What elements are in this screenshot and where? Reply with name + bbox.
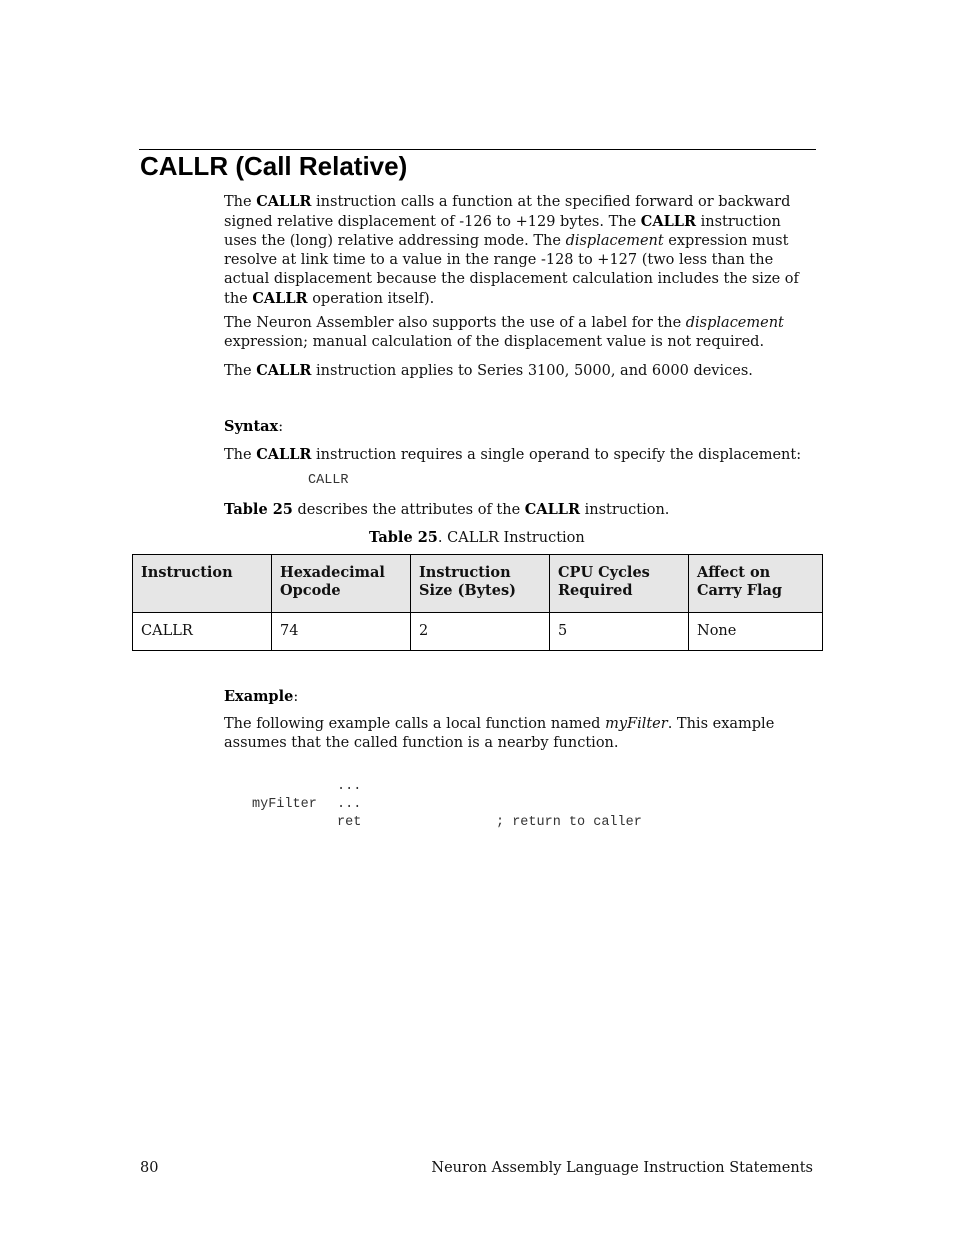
example-label: Example	[224, 688, 294, 705]
header-line: Opcode	[280, 582, 341, 599]
keyword-callr: CALLR	[256, 446, 312, 463]
code-line-2-op: ...	[337, 797, 362, 812]
keyword-callr: CALLR	[524, 501, 581, 518]
table-caption	[369, 528, 585, 548]
text: The Neuron Assembler also supports the use of a label for the	[224, 315, 686, 331]
text: instruction calls a function at the specified forward or backward signed relative displacement of -126 to +129 bytes. The	[224, 194, 791, 230]
header-line: Size (Bytes)	[419, 582, 516, 599]
keyword-callr: CALLR	[640, 213, 697, 230]
code-line-1: ...	[337, 779, 362, 794]
cell-carry-flag: None	[689, 613, 823, 651]
table-reference	[224, 500, 816, 520]
text: instruction applies to Series 3100, 5000, and 6000 devices.	[311, 363, 753, 379]
syntax-code: CALLR	[308, 473, 349, 488]
table-caption-label: Table 25	[369, 529, 438, 546]
text: expression; manual calculation of the displacement value is not required.	[224, 334, 765, 350]
text: instruction uses the (long) relative addressing mode. The	[224, 214, 781, 249]
example-heading	[224, 687, 816, 707]
syntax-colon: :	[278, 419, 284, 435]
header-line: CPU Cycles	[558, 564, 650, 581]
example-colon: :	[293, 689, 299, 705]
text: operation itself).	[307, 291, 435, 307]
text: instruction.	[580, 502, 670, 518]
text: instruction requires a single operand to specify the displacement:	[311, 447, 802, 463]
table-ref-label: Table 25	[224, 501, 293, 518]
footer-section-title: Neuron Assembly Language Instruction Statements	[431, 1160, 813, 1176]
syntax-label: Syntax	[224, 418, 279, 435]
header-instruction	[133, 555, 272, 613]
text: The	[224, 363, 257, 379]
header-line: Required	[558, 582, 633, 599]
table-header-row	[133, 555, 823, 613]
keyword-callr: CALLR	[256, 362, 312, 379]
header-line: Instruction	[419, 564, 511, 581]
header-cpu-cycles	[550, 555, 689, 613]
cell-opcode: 74	[272, 613, 411, 651]
term-displacement: displacement	[565, 233, 664, 249]
intro-paragraph-3	[224, 361, 816, 381]
syntax-description	[224, 445, 816, 465]
header-instruction-size	[411, 555, 550, 613]
cell-size: 2	[411, 613, 550, 651]
example-description	[224, 715, 816, 753]
header-carry-flag	[689, 555, 823, 613]
instruction-table	[132, 554, 823, 651]
header-hex-opcode	[272, 555, 411, 613]
table-row	[133, 613, 823, 651]
table-caption-text: . CALLR Instruction	[437, 530, 585, 546]
term-myfilter: myFilter	[605, 716, 668, 732]
header-line: Carry Flag	[697, 582, 783, 599]
page-number: 80	[140, 1160, 159, 1176]
text: describes the attributes of the	[292, 502, 525, 518]
keyword-callr: CALLR	[256, 193, 312, 210]
header-line: Instruction	[141, 564, 233, 581]
cell-cycles: 5	[550, 613, 689, 651]
page-title: CALLR (Call Relative)	[140, 151, 408, 181]
term-displacement: displacement	[685, 315, 784, 331]
code-comment: ; return to caller	[496, 815, 642, 830]
header-line: Affect on	[697, 564, 771, 581]
code-label-myfilter: myFilter	[252, 797, 317, 812]
intro-paragraph-1	[224, 192, 816, 309]
keyword-callr: CALLR	[252, 290, 308, 307]
text: The	[224, 447, 257, 463]
text: The	[224, 194, 257, 210]
syntax-heading	[224, 417, 816, 437]
cell-instruction: CALLR	[133, 613, 272, 651]
code-line-3-op: ret	[337, 815, 362, 830]
text: . This example assumes that the called function is a nearby function.	[224, 716, 775, 751]
text: The following example calls a local function named	[224, 716, 606, 732]
intro-paragraph-2	[224, 314, 816, 352]
text: expression must resolve at link time to a value in the range -128 to +127 (two less than the actual displacement because the displacement calculation includes the size of the	[224, 233, 799, 307]
header-line: Hexadecimal	[280, 564, 385, 581]
